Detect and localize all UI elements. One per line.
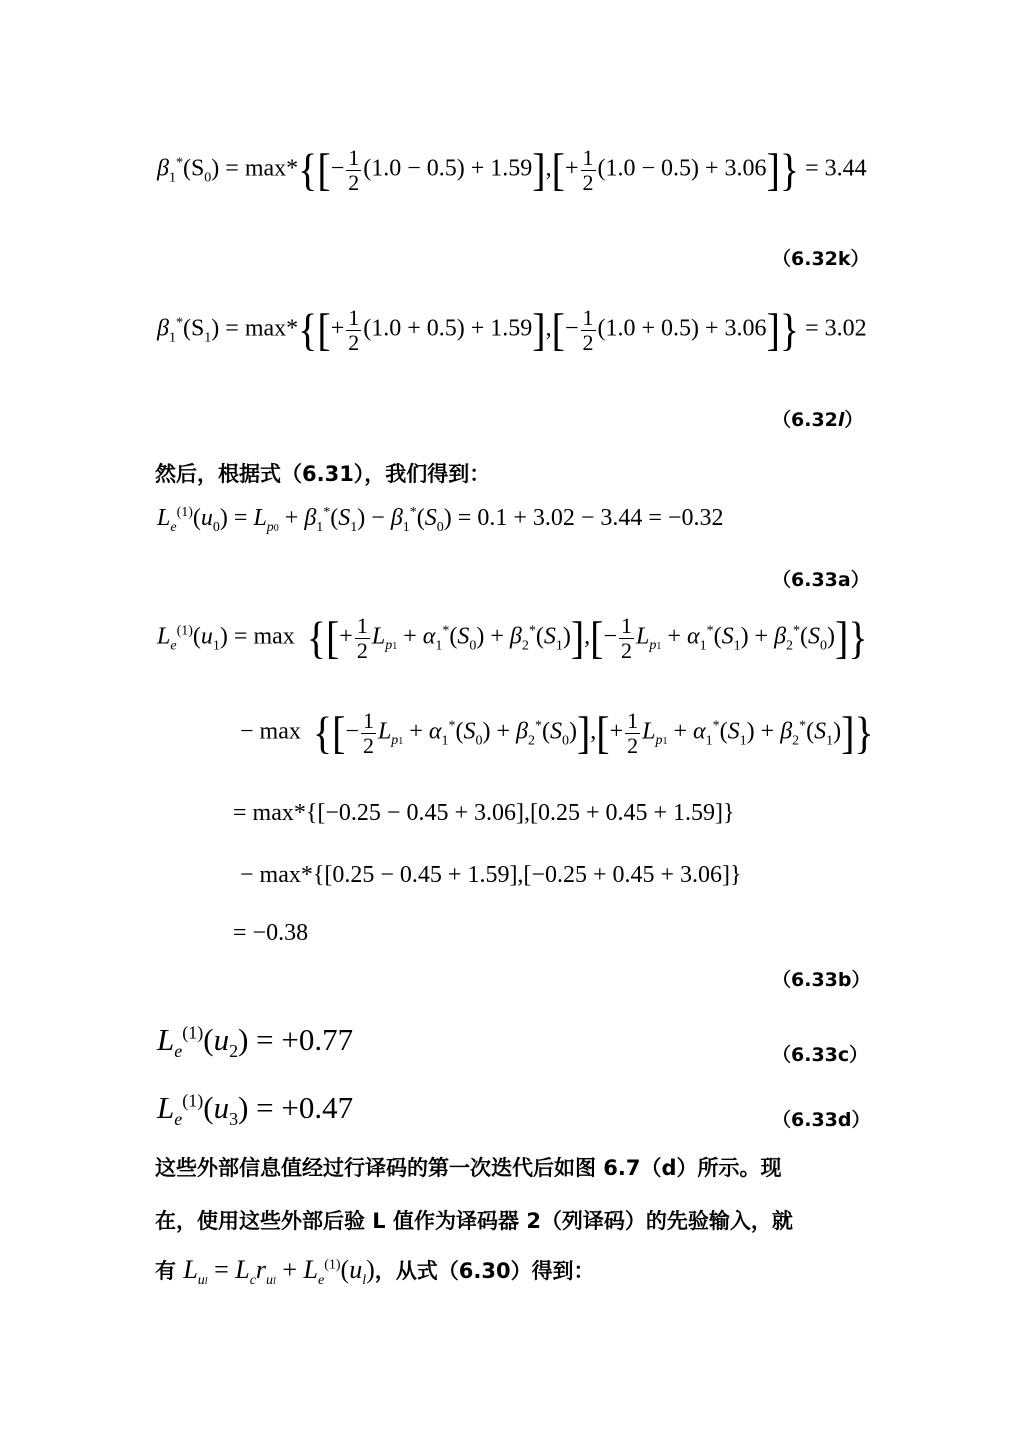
label-part: ） (844, 409, 864, 431)
equation-result: = 3.02 (805, 315, 867, 342)
beta-symbol: β (157, 315, 169, 342)
paragraph-line-3 (155, 1255, 595, 1289)
fraction (581, 306, 596, 355)
equation-label-6-33c: （6.33c） (772, 1044, 869, 1066)
equation-6-33b-line1: $L_e^{(1)}(u_1) = \max$ {[+ $\frac{1}{2}$ $L_{p1} + \alpha_1^*(S_0) + \beta_2^*(S_1)],[-$ $\frac{1}{2}$ $L_{p1} + \alpha_1^*(S_1) + \beta_2^*(S_0)$]} (157, 611, 868, 664)
fraction-denominator: 2 (348, 169, 360, 195)
equation-label-6-33b: （6.33b） (772, 969, 871, 991)
brace-close: } (779, 143, 800, 196)
equation-label-6-32k: （6.32k） (772, 248, 870, 270)
paragraph-line-2: 在，使用这些外部后验 L 值作为译码器 2（列译码）的先验输入，就 (155, 1209, 793, 1233)
fraction (346, 306, 361, 355)
text-then: 然后，根据式（6.31），我们得到： (155, 462, 491, 486)
bracket-close: ] (532, 143, 546, 196)
brace-open: { (298, 143, 318, 196)
brace-close: } (779, 303, 800, 356)
fraction (581, 146, 596, 195)
equation-6-33b-line4: − max*{[0.25 − 0.45 + 1.59],[−0.25 + 0.45 + 3.06]} (240, 862, 742, 888)
term-body: (1.0 − 0.5) + 1.59 (363, 155, 533, 182)
label-italic: l (837, 409, 845, 431)
equation-6-33b-line3: = max*{[−0.25 − 0.45 + 3.06],[0.25 + 0.45 + 1.59]} (233, 800, 735, 826)
term-body: (1.0 + 0.5) + 3.06 (597, 315, 767, 342)
state-arg: (S (182, 315, 205, 342)
bracket-open: [ (317, 303, 331, 356)
fraction (346, 146, 361, 195)
bracket-close: ] (766, 143, 780, 196)
state-arg: (S (182, 155, 205, 182)
bracket-close: ] (766, 303, 780, 356)
subscript: 1 (204, 330, 212, 346)
fraction-denominator: 2 (582, 329, 594, 355)
equation-6-33b-line5: = −0.38 (233, 920, 309, 946)
max-operator: ) = max* (211, 315, 299, 342)
label-part: （6.32 (772, 409, 838, 431)
max-operator: − max (240, 718, 301, 745)
text-from-eq: ，从式（6.30）得到： (374, 1259, 595, 1283)
inline-formula: $L_{ul} = L_cr_{ul} + L_e^{(1)}(u_l)$ (183, 1255, 375, 1289)
term-sign: − (330, 155, 345, 182)
equation-result: = 0.1 + 3.02 − 3.44 = −0.32 (457, 505, 724, 531)
paragraph-line-1: 这些外部信息值经过行译码的第一次迭代后如图 6.7（d）所示。现 (155, 1156, 782, 1180)
term-sign: + (330, 315, 345, 342)
text-you: 有 (155, 1259, 176, 1283)
bracket-open: [ (551, 303, 565, 356)
equation-label-6-33a: （6.33a） (772, 569, 870, 591)
fraction-denominator: 2 (348, 329, 360, 355)
equation-6-33c: $L_e^{(1)}(u_2) = +0.77$ (157, 1022, 354, 1062)
equation-result: = 3.44 (805, 155, 867, 182)
equation-6-32l: $\beta_1^*(S_1) = \max*\{[+$ $\frac{1}{2}$ (1.0 + 0.5) + 1.59],[− $\frac{1}{2}$ (1.0 + 0.5) + 3.06]} = 3.02 (157, 300, 867, 360)
equation-label-6-32l (772, 405, 863, 432)
equation-6-33d: $L_e^{(1)}(u_3) = +0.47$ (157, 1090, 354, 1130)
subscript: 1 (168, 170, 176, 186)
max-operator: ) = max* (211, 155, 299, 182)
fraction-denominator: 2 (582, 169, 594, 195)
max-operator: = max (233, 623, 295, 650)
bracket-close: ] (532, 303, 546, 356)
equation-6-33a: $L_e^{(1)}(u_0) = L_{p0} + \beta_1^*(S_1) - \beta_1^*(S_0) = 0.1 + 3.02 - 3.44 = -0.32$ (157, 505, 724, 535)
bracket-open: [ (551, 143, 565, 196)
bracket-open: [ (317, 143, 331, 196)
brace-open: { (298, 303, 318, 356)
equation-6-32k: $\beta_1^*(S_0) = \max*\{[-$ $\frac{1}{2}$ (1.0 − 0.5) + 1.59],[+ $\frac{1}{2}$ (1.0 − 0.5) + 3.06]} = 3.44 (157, 140, 867, 200)
equation-6-33b-line2: − max {[− $\frac{1}{2}$ $L_{p1} + \alpha_1^*(S_0) + \beta_2^*(S_0)],[+$ $\frac{1}{2}$ $L_{p1} + \alpha_1^*(S_1) + \beta_2^*(S_1)$]} (240, 706, 874, 759)
term-sign: + (564, 155, 579, 182)
equation-label-6-33d: （6.33d） (772, 1109, 871, 1131)
term-body: (1.0 + 0.5) + 1.59 (363, 315, 533, 342)
equation-result: ) = +0.47 (238, 1090, 354, 1125)
superscript: * (175, 315, 183, 331)
equation-result: ) = +0.77 (238, 1022, 354, 1057)
fraction-numerator: 1 (582, 144, 594, 170)
term-body: (1.0 − 0.5) + 3.06 (597, 155, 767, 182)
subscript: 0 (204, 170, 212, 186)
fraction-numerator: 1 (348, 144, 360, 170)
fraction-numerator: 1 (582, 304, 594, 330)
beta-symbol: β (157, 155, 169, 182)
fraction-numerator: 1 (348, 304, 360, 330)
subscript: 1 (168, 330, 176, 346)
superscript: * (175, 155, 183, 171)
term-sign: − (564, 315, 579, 342)
